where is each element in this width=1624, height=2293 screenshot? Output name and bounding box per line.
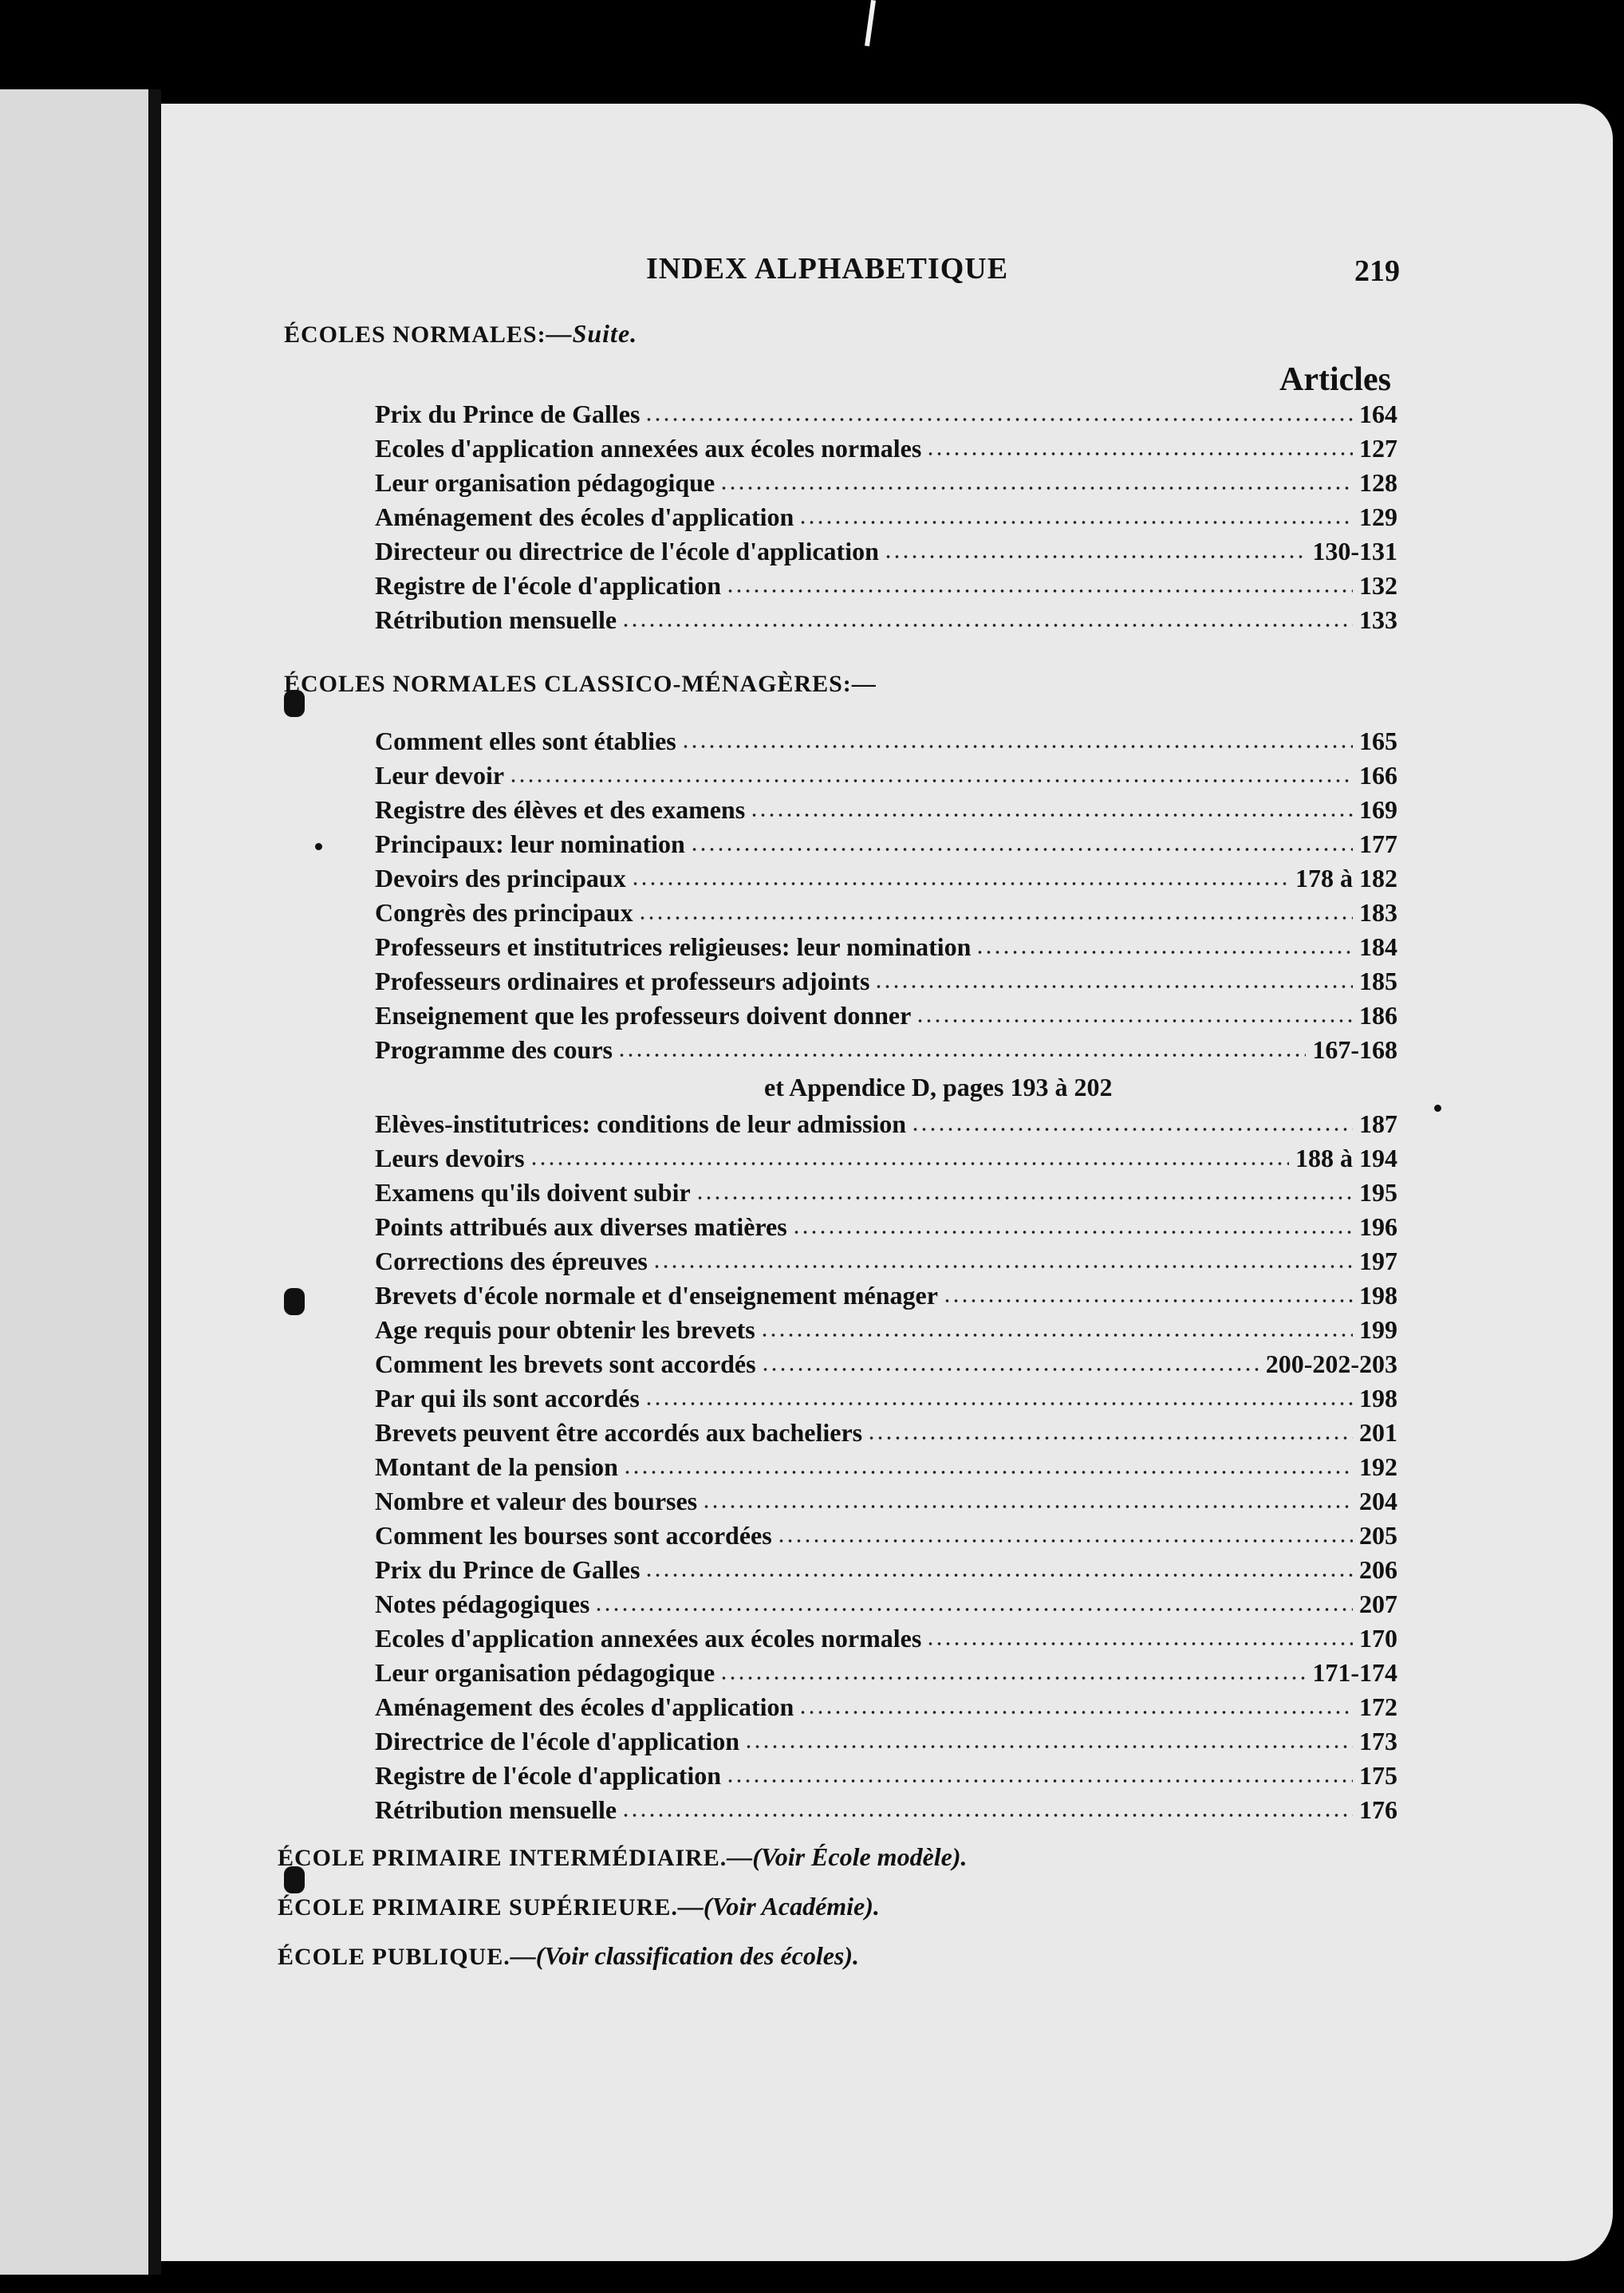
index-entry [375, 500, 1397, 532]
entry-label: Examens qu'ils doivent subir [375, 1178, 691, 1207]
article-number: 133 [1359, 605, 1397, 634]
article-number: 176 [1359, 1795, 1397, 1824]
dot-leader [867, 1435, 1353, 1441]
entry-label: Leur organisation pédagogique [375, 468, 715, 497]
article-number: 206 [1359, 1555, 1397, 1584]
index-entry [375, 1176, 1397, 1208]
dot-leader [594, 1606, 1353, 1613]
entry-label: Enseignement que les professeurs doivent donner [375, 1001, 912, 1030]
page-number: 219 [1354, 254, 1400, 288]
margin-mark [1434, 1105, 1441, 1112]
entry-label: Registre des élèves et des examens [375, 795, 746, 824]
article-number: 185 [1359, 967, 1397, 995]
dot-leader [760, 1332, 1353, 1338]
index-entry [375, 1347, 1397, 1379]
article-number: 177 [1359, 829, 1397, 858]
index-entry [375, 1793, 1397, 1825]
cross-reference [278, 1842, 968, 1872]
entry-label: Leur devoir [375, 761, 505, 790]
entry-label: Comment les brevets sont accordés [375, 1349, 756, 1378]
article-number: 175 [1359, 1761, 1397, 1790]
article-number: 184 [1359, 932, 1397, 961]
entry-label: Ecoles d'application annexées aux écoles normales [375, 1624, 922, 1653]
cross-reference [278, 1892, 880, 1921]
dot-leader [690, 846, 1353, 853]
dot-leader [719, 485, 1353, 491]
article-number: 165 [1359, 727, 1397, 755]
binding-hole [284, 1288, 305, 1315]
index-entry [375, 1450, 1397, 1482]
article-number: 170 [1359, 1624, 1397, 1653]
entry-label: Nombre et valeur des bourses [375, 1487, 698, 1515]
article-number: 183 [1359, 898, 1397, 927]
dot-leader [681, 743, 1353, 750]
section-heading-text: ÉCOLES NORMALES: [284, 321, 546, 348]
margin-mark [315, 843, 322, 850]
dot-leader [644, 1401, 1353, 1407]
dot-leader [874, 983, 1353, 990]
articles-column-header: Articles [1279, 361, 1391, 398]
entry-label: Prix du Prince de Galles [375, 1555, 641, 1584]
index-entry [375, 999, 1397, 1030]
entry-label: Registre de l'école d'application [375, 571, 722, 600]
dot-leader [644, 416, 1353, 423]
entry-label: Devoirs des principaux [375, 864, 626, 892]
dot-leader [696, 1195, 1353, 1201]
article-number: 207 [1359, 1590, 1397, 1618]
index-entry [375, 1033, 1397, 1065]
entry-label: Par qui ils sont accordés [375, 1384, 640, 1412]
index-entry [375, 1587, 1397, 1619]
article-number: 204 [1359, 1487, 1397, 1515]
index-entry [375, 1278, 1397, 1310]
cross-reference-target: —(Voir Académie). [677, 1892, 880, 1921]
section-heading-suffix: —Suite. [546, 319, 638, 348]
entry-label: Programme des cours [375, 1035, 613, 1064]
dot-leader [719, 1675, 1306, 1681]
section-heading-ecoles-normales [284, 319, 637, 349]
entry-label: Brevets peuvent être accordés aux bacheliers [375, 1418, 863, 1447]
dot-leader [884, 554, 1306, 560]
article-number: 128 [1359, 468, 1397, 497]
dot-leader [617, 1052, 1306, 1058]
index-entry [375, 1313, 1397, 1345]
dot-leader [744, 1743, 1353, 1750]
index-entry [375, 724, 1397, 756]
entry-label: Rétribution mensuelle [375, 605, 617, 634]
cross-reference-heading: ÉCOLE PRIMAIRE INTERMÉDIAIRE. [278, 1845, 727, 1871]
article-number: 195 [1359, 1178, 1397, 1207]
dot-leader [916, 1018, 1353, 1024]
index-entry [375, 431, 1397, 463]
entry-label: Rétribution mensuelle [375, 1795, 617, 1824]
index-entry [375, 1690, 1397, 1722]
cross-reference [278, 1941, 859, 1971]
dot-leader [761, 1366, 1259, 1373]
dot-leader [644, 1572, 1353, 1578]
entry-label: Professeurs ordinaires et professeurs adjoints [375, 967, 870, 995]
dot-leader [777, 1538, 1353, 1544]
dot-leader [621, 622, 1353, 628]
dot-leader [726, 588, 1353, 594]
dot-leader [926, 451, 1353, 457]
index-entry [375, 930, 1397, 962]
index-entry [375, 964, 1397, 996]
article-number: 201 [1359, 1418, 1397, 1447]
article-number: 173 [1359, 1727, 1397, 1755]
entry-label: Elèves-institutrices: conditions de leur admission [375, 1109, 907, 1138]
article-number: 188 à 194 [1295, 1144, 1397, 1172]
article-number: 200-202-203 [1265, 1349, 1397, 1378]
dot-leader [792, 1229, 1353, 1235]
entry-label: Directeur ou directrice de l'école d'application [375, 537, 879, 565]
dot-leader [623, 1469, 1353, 1475]
index-entry [375, 1210, 1397, 1242]
entry-label: Comment elles sont établies [375, 727, 676, 755]
dot-leader [509, 778, 1353, 784]
entry-label: Principaux: leur nomination [375, 829, 685, 858]
index-entry [375, 896, 1397, 928]
article-number: 132 [1359, 571, 1397, 600]
article-number: 167-168 [1312, 1035, 1397, 1064]
article-number: 166 [1359, 761, 1397, 790]
facing-page [0, 89, 148, 2275]
dot-leader [726, 1778, 1353, 1784]
article-number: 164 [1359, 400, 1397, 428]
entry-label: Aménagement des écoles d'application [375, 1692, 794, 1721]
entry-label: Montant de la pension [375, 1452, 618, 1481]
entry-label: Comment les bourses sont accordées [375, 1521, 772, 1550]
entry-label: Leur organisation pédagogique [375, 1658, 715, 1687]
index-entry [375, 1656, 1397, 1688]
dot-leader [530, 1160, 1289, 1167]
dot-leader [798, 519, 1353, 526]
article-number: 127 [1359, 434, 1397, 463]
dot-leader [631, 881, 1289, 887]
dot-leader [911, 1126, 1353, 1133]
article-number: 197 [1359, 1247, 1397, 1275]
entry-label: Aménagement des écoles d'application [375, 502, 794, 531]
article-number: 199 [1359, 1315, 1397, 1344]
entry-label: Points attribués aux diverses matières [375, 1212, 787, 1241]
index-entry [375, 1759, 1397, 1791]
dot-leader [926, 1641, 1353, 1647]
index-entry [375, 1141, 1397, 1173]
index-entry [375, 1416, 1397, 1448]
index-entry [375, 466, 1397, 498]
section-heading-classico-menageres [284, 668, 877, 698]
dot-leader [750, 812, 1353, 818]
section-heading-text: ÉCOLES NORMALES CLASSICO-MÉNAGÈRES:— [284, 671, 877, 697]
article-number: 169 [1359, 795, 1397, 824]
dot-leader [798, 1709, 1353, 1716]
cross-reference-heading: ÉCOLE PUBLIQUE. [278, 1944, 510, 1970]
index-entry [375, 793, 1397, 825]
article-number: 198 [1359, 1281, 1397, 1310]
dot-leader [621, 1812, 1353, 1818]
programme-continuation: et Appendice D, pages 193 à 202 [764, 1073, 1113, 1101]
entry-label: Registre de l'école d'application [375, 1761, 722, 1790]
article-number: 172 [1359, 1692, 1397, 1721]
index-entry [375, 534, 1397, 566]
article-number: 196 [1359, 1212, 1397, 1241]
article-number: 192 [1359, 1452, 1397, 1481]
article-number: 129 [1359, 502, 1397, 531]
index-entry [375, 1724, 1397, 1756]
scan-mark [865, 0, 876, 46]
index-entry [375, 1519, 1397, 1550]
page-title: INDEX ALPHABETIQUE [646, 252, 1009, 286]
article-number: 205 [1359, 1521, 1397, 1550]
index-entry [375, 397, 1397, 429]
entry-label: Brevets d'école normale et d'enseignement ménager [375, 1281, 938, 1310]
index-entry [375, 1621, 1397, 1653]
dot-leader [943, 1298, 1353, 1304]
index-entry [375, 1381, 1397, 1413]
dot-leader [702, 1503, 1353, 1510]
cross-reference-target: —(Voir École modèle). [727, 1842, 968, 1871]
article-number: 187 [1359, 1109, 1397, 1138]
entry-label: Professeurs et institutrices religieuses: leur nomination [375, 932, 972, 961]
entry-label: Leurs devoirs [375, 1144, 525, 1172]
article-number: 130-131 [1312, 537, 1397, 565]
article-number: 186 [1359, 1001, 1397, 1030]
cross-reference-target: —(Voir classification des écoles). [510, 1941, 860, 1970]
index-entry [375, 1244, 1397, 1276]
dot-leader [652, 1263, 1353, 1270]
dot-leader [638, 915, 1353, 921]
article-number: 198 [1359, 1384, 1397, 1412]
index-entry [375, 1484, 1397, 1516]
index-entry [375, 758, 1397, 790]
cross-reference-heading: ÉCOLE PRIMAIRE SUPÉRIEURE. [278, 1894, 678, 1921]
index-entry [375, 569, 1397, 601]
page-gutter [148, 89, 161, 2275]
dot-leader [976, 949, 1353, 955]
index-entry [375, 1553, 1397, 1585]
entry-label: Prix du Prince de Galles [375, 400, 641, 428]
entry-label: Age requis pour obtenir les brevets [375, 1315, 755, 1344]
index-entry [375, 827, 1397, 859]
entry-label: Directrice de l'école d'application [375, 1727, 740, 1755]
index-entry [375, 1107, 1397, 1139]
article-number: 171-174 [1312, 1658, 1397, 1687]
entry-label: Ecoles d'application annexées aux écoles normales [375, 434, 922, 463]
index-entry [375, 861, 1397, 893]
entry-label: Notes pédagogiques [375, 1590, 590, 1618]
entry-label: Congrès des principaux [375, 898, 633, 927]
article-number: 178 à 182 [1295, 864, 1397, 892]
entry-label: Corrections des épreuves [375, 1247, 648, 1275]
index-entry [375, 603, 1397, 635]
